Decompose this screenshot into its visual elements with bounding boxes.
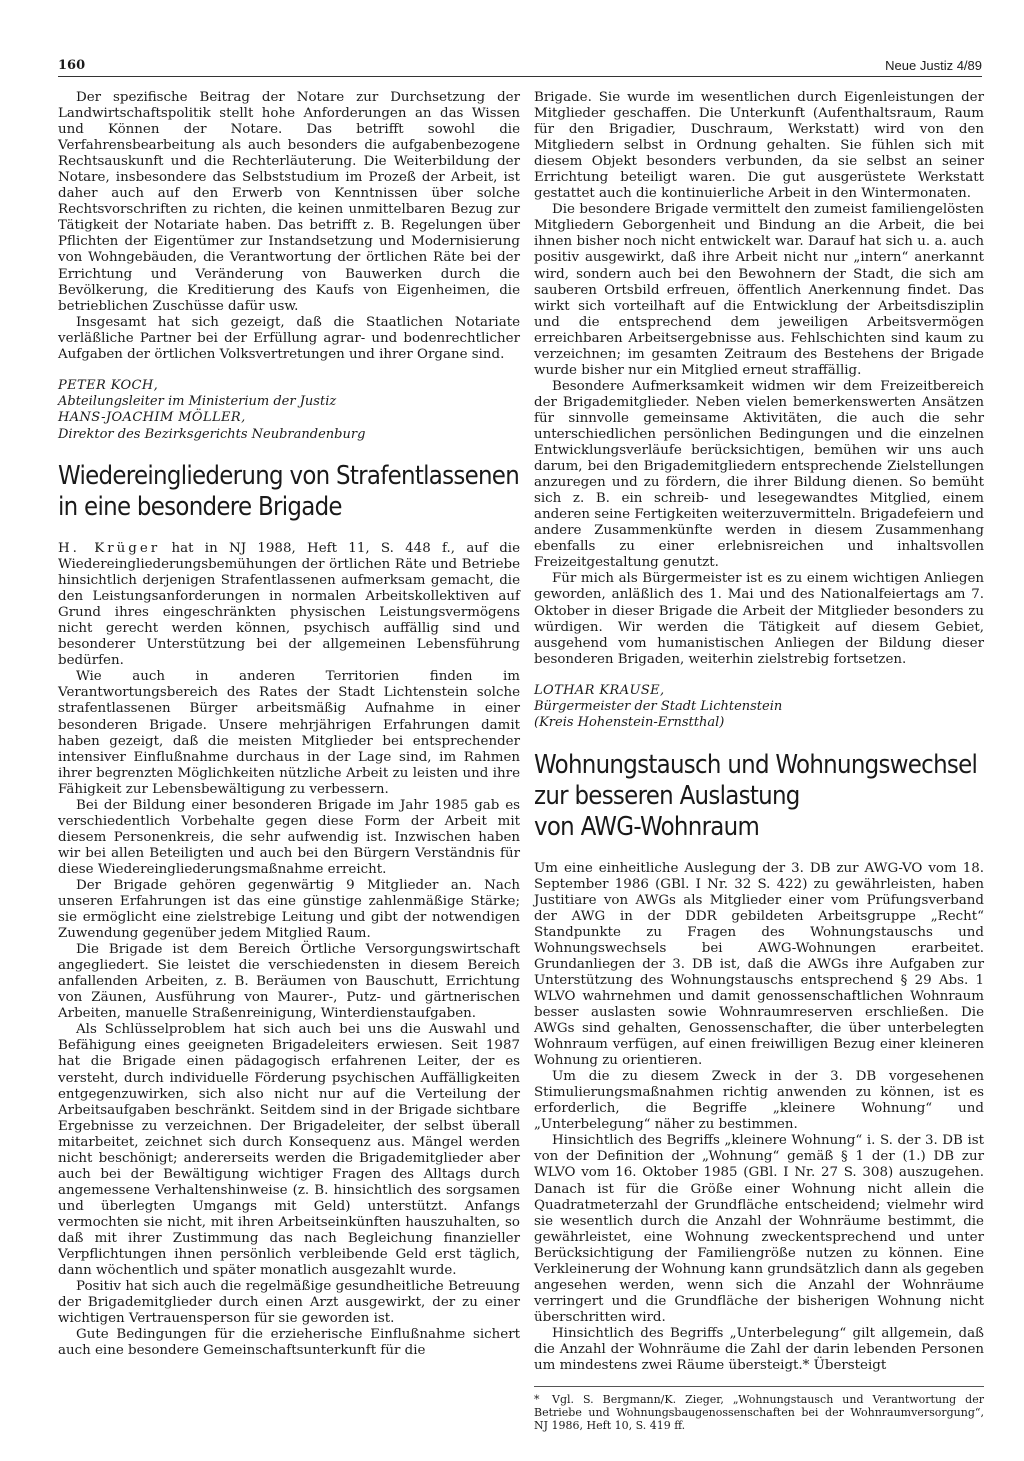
title-line: Wohnungstausch und Wohnungswechsel [534, 749, 978, 780]
author-title: Abteilungsleiter im Ministerium der Justiz [58, 394, 337, 410]
right-column [534, 90, 984, 1432]
article-title [58, 460, 520, 523]
left-column [58, 90, 520, 1359]
title-line: von AWG-Wohnraum [534, 811, 760, 842]
paragraph: Für mich als Bürgermeister ist es zu einem wichtigen Anliegen geworden, anläßlich des 1. Mai und des Nationalfeiertags am 7. Oktober in dieser Brigade die Arbeit der Mitglieder besonders zu würdigen. Wir werden die Tätigkeit auf diesem Gebiet, ausgehend vom humanistischen Anliegen der Bildung dieser besonderen Brigaden, weiterhin zielstrebig fortsetzen. [534, 571, 984, 667]
cited-author: H. Krüger [58, 540, 161, 556]
paragraph: Besondere Aufmerksamkeit widmen wir dem Freizeitbereich der Brigademitglieder. Neben vielen bemerkenswerten Ansätzen für sinnvolle gemeinsame Aktivitäten, die auch die sehr unterschiedlichen persönlichen Bedingungen und die einzelnen Entwicklungsverläufe berücksichtigen, bemühen wir uns auch darum, bei den Brigademitgliedern entsprechende Zielstellungen anzuregen und zu fördern, die ihrer Bildung dienen. So bemüht sich z. B. ein schreib- und lesegewandtes Mitglied, einem anderen seine Fertigkeiten weiterzuvermitteln. Brigadefeiern und andere Zusammenkünfte werden in diesem Zusammenhang ebenfalls zu einer erlebnisreichen und inhaltsvollen Freizeitgestaltung genutzt. [534, 378, 984, 571]
lead-paragraph: Um eine einheitliche Auslegung der 3. DB zur AWG-VO vom 18. September 1986 (GBl. I Nr. 32 S. 422) zu gewährleisten, haben Justitiare von AWGs als Mitglieder einer vom Prüfungsverband der AWG in der DDR gebildeten Arbeitsgruppe „Recht“ Standpunkte zu Fragen des Wohnungstauschs und Wohnungswechsels bei AWG-Wohnungen erarbeitet. Grundanliegen der 3. DB ist, daß die AWGs ihre Aufgaben zur Unterstützung des Wohnungstauschs entsprechend § 29 Abs. 1 WLVO wahrnehmen und damit genossenschaftlichen Wohnraum besser auslasten sowie Wohnraumreserven erschließen. Die AWGs sind gehalten, Genossenschafter, die über unterbelegten Wohnraum verfügen, auf einen freiwilligen Bezug einer kleineren Wohnung zu orientieren. [534, 860, 984, 1069]
author-signature [58, 378, 520, 443]
lead-text: hat in NJ 1988, Heft 11, S. 448 f., auf die Wiedereingliederungsbemühungen der örtlichen Räte und Betriebe hinsichtlich derjenigen Strafentlassenen aufmerksam gemacht, die den Leistungsanforderungen in normalen Arbeitskollektiven auf Grund ihres eingeschränkten physischen Leistungsvermögens nicht gerecht werden können, psychisch auffällig sind und besonderer Unterstützung bei der allgemeinen Lebensführung bedürfen. [58, 540, 520, 669]
page-header [58, 54, 982, 77]
lead-paragraph [58, 541, 520, 669]
paragraph: Als Schlüsselproblem hat sich auch bei uns die Auswahl und Befähigung eines geeigneten Brigadeleiters erwiesen. Seit 1987 hat die Brigade einen pädagogisch erfahrenen Leiter, der es versteht, durch individuelle Förderung psychischen Auffälligkeiten entgegenzuwirken, sich also nicht nur auf die Verteilung der Arbeitsaufgaben beschränkt. Seitdem sind in der Brigade sichtbare Ergebnisse zu verzeichnen. Der Brigadeleiter, der selbst überall mitarbeitet, zeichnet sich durch Konsequenz aus. Mängel werden nicht beschönigt; andererseits werden die Brigademitglieder aber auch bei der Bewältigung wichtiger Fragen des Alltags durch angemessene Verhaltenshinweise (z. B. hinsichtlich des sorgsamen und überlegten Umgangs mit Geld) unterstützt. Anfangs vermochten sie nicht, mit ihren Arbeitseinkünften hauszuhalten, so daß mit ihrer Zustimmung das nach Begleichung finanzieller Verpflichtungen ihnen persönlich verbleibende Geld erst täglich, dann wöchentlich und später monatlich ausgezahlt wurde. [58, 1022, 520, 1279]
paragraph: Gute Bedingungen für die erzieherische Einflußnahme sichert auch eine besondere Gemeinschaftsunterkunft für die [58, 1327, 520, 1359]
paragraph: Brigade. Sie wurde im wesentlichen durch Eigenleistungen der Mitglieder geschaffen. Die Unterkunft (Aufenthaltsraum, Raum für den Brigadier, Duschraum, Werkstatt) wird von den Mitgliedern selbst in Ordnung gehalten. Sie fühlen sich mit diesem Objekt besonders verbunden, da sie selbst an seiner Errichtung beteiligt waren. Die gut ausgerüstete Werkstatt gestattet auch die kontinuierliche Arbeit in den Wintermonaten. [534, 90, 984, 202]
paragraph: Die Brigade ist dem Bereich Örtliche Versorgungswirtschaft angegliedert. Sie leistet die verschiedensten in diesem Bereich anfallenden Arbeiten, z. B. Beräumen von Bauschutt, Errichtung von Zäunen, Ausführung von Maurer-, Putz- und gärtnerischen Arbeiten, manuelle Straßenreinigung, Winterdienstaufgaben. [58, 942, 520, 1022]
paragraph: Die besondere Brigade vermittelt den zumeist familiengelösten Mitgliedern Geborgenheit und Bindung an die Arbeit, die bei ihnen bisher noch nicht entwickelt war. Darauf hat sich u. a. auch positiv ausgewirkt, daß ihre Arbeit nicht nur „intern“ anerkannt wird, sondern auch bei den Bewohnern der Stadt, die sich am sauberen Ortsbild erfreuen, öffentlich Anerkennung findet. Das wirkt sich vorteilhaft auf die Entwicklung der Arbeitsdisziplin und die entsprechend dem jeweiligen Arbeitsvermögen erreichbaren Arbeitsergebnisse aus. Fehlschichten sind kaum zu verzeichnen; im gesamten Zeitraum des Bestehens der Brigade wurde bisher nur ein Mitglied erneut straffällig. [534, 202, 984, 378]
author-title: Direktor des Bezirksgerichts Neubrandenburg [58, 426, 366, 442]
journal-issue: Neue Justiz 4/89 [885, 58, 982, 73]
paragraph: Positiv hat sich auch die regelmäßige gesundheitliche Betreuung der Brigademitglieder durch einen Arzt ausgewirkt, der zu einer wichtigen Vertrauensperson für sie geworden ist. [58, 1279, 520, 1327]
title-line: Wiedereingliederung von Strafentlassenen [58, 460, 520, 491]
author-title: Bürgermeister der Stadt Lichtenstein [534, 698, 783, 714]
author-name: HANS-JOACHIM MÖLLER, [58, 410, 246, 426]
title-line: in eine besondere Brigade [58, 491, 342, 522]
paragraph: Bei der Bildung einer besonderen Brigade im Jahr 1985 gab es verschiedentlich Vorbehalte gegen diese Form der Arbeit mit diesem Personenkreis, die sehr aufwendig ist. Inzwischen haben wir bei allen Beteiligten und auch bei den Bürgern Verständnis für diese Wiedereingliederungsmaßnahme erreicht. [58, 797, 520, 877]
footnote-text: Vgl. S. Bergmann/K. Zieger, „Wohnungstausch und Verantwortung der Betriebe und Wohnungsbaugenossenschaften bei der Wohnraumversorgung“, NJ 1986, Heft 10, S. 419 ff. [534, 1393, 984, 1433]
author-name: PETER KOCH, [58, 377, 159, 393]
paragraph: Der spezifische Beitrag der Notare zur Durchsetzung der Landwirtschaftspolitik stellt hohe Anforderungen an das Wissen und Können der Notare. Das betrifft sowohl die Verfahrensbearbeitung als auch besonders die aufgabenbezogene Rechtsauskunft und die Rechterläuterung. Die Weiterbildung der Notare, insbesondere das Selbststudium im Prozeß der Arbeit, ist daher auch auf den Erwerb von Kenntnissen über solche Rechtsvorschriften zu richten, die keinen unmittelbaren Bezug zur Tätigkeit der Notariate haben. Das betrifft z. B. Regelungen über Pflichten der Eigentümer zur Instandsetzung und Modernisierung von Wohngebäuden, die Verantwortung der örtlichen Räte bei der Errichtung und Veränderung von Bauwerken durch die Bevölkerung, die Kreditierung des Kaufs von Eigenheimen, die betrieblichen Zuschüsse dafür usw. [58, 90, 520, 314]
footnote-mark: * [534, 1393, 540, 1407]
paragraph: Wie auch in anderen Territorien finden im Verantwortungsbereich des Rates der Stadt Lichtenstein solche strafentlassenen Bürger arbeitsmäßig Aufnahme in einer besonderen Brigade. Unsere mehrjährigen Erfahrungen damit haben gezeigt, daß die meisten Mitglieder bei entsprechender intensiver Einflußnahme durchaus in der Lage sind, im Rahmen ihrer begrenzten Möglichkeiten nützliche Arbeit zu leisten und ihre Fähigkeit zur Lebensbewältigung zu verbessern. [58, 669, 520, 797]
paragraph: Hinsichtlich des Begriffs „Unterbelegung“ gilt allgemein, daß die Anzahl der Wohnräume die Zahl der darin lebenden Personen um mindestens zwei Räume übersteigt.* Übersteigt [534, 1325, 984, 1374]
author-title: (Kreis Hohenstein-Ernstthal) [534, 715, 725, 731]
author-name: LOTHAR KRAUSE, [534, 682, 665, 698]
footnote [534, 1386, 984, 1432]
article-title [534, 749, 978, 843]
paragraph: Insgesamt hat sich gezeigt, daß die Staatlichen Notariate verläßliche Partner bei der Erfüllung agrar- und bodenrechtlicher Aufgaben der örtlichen Volksvertretungen und ihrer Organe sind. [58, 314, 520, 362]
page-number: 160 [58, 58, 86, 73]
author-signature [534, 683, 984, 732]
title-line: zur besseren Auslastung [534, 780, 800, 811]
paragraph: Hinsichtlich des Begriffs „kleinere Wohnung“ i. S. der 3. DB ist von der Definition der „Wohnung“ gemäß § 1 der (1.) DB zur WLVO vom 16. Oktober 1985 (GBl. I Nr. 27 S. 308) auszugehen. Danach ist für die Größe einer Wohnung nicht allein die Quadratmeterzahl der Grundfläche entscheidend; vielmehr wird sie wesentlich durch die Anzahl der Wohnräume bestimmt, die gewährleistet, eine Wohnung zweckentsprechend und unter Berücksichtigung der Familiengröße nutzen zu können. Eine Verkleinerung der Wohnung kann grundsätzlich dann als gegeben angesehen werden, wenn sich die Anzahl der Wohnräume verringert und die Grundfläche der bisherigen Wohnung nicht überschritten wird. [534, 1133, 984, 1325]
paragraph: Um die zu diesem Zweck in der 3. DB vorgesehenen Stimulierungsmaßnahmen richtig anwenden zu können, ist es erforderlich, die Begriffe „kleinere Wohnung“ und „Unterbelegung“ näher zu bestimmen. [534, 1069, 984, 1133]
paragraph: Der Brigade gehören gegenwärtig 9 Mitglieder an. Nach unseren Erfahrungen ist das eine günstige zahlenmäßige Stärke; sie ermöglicht eine zielstrebige Leitung und gibt der notwendigen Zuwendung gegenüber jedem Mitglied Raum. [58, 877, 520, 942]
